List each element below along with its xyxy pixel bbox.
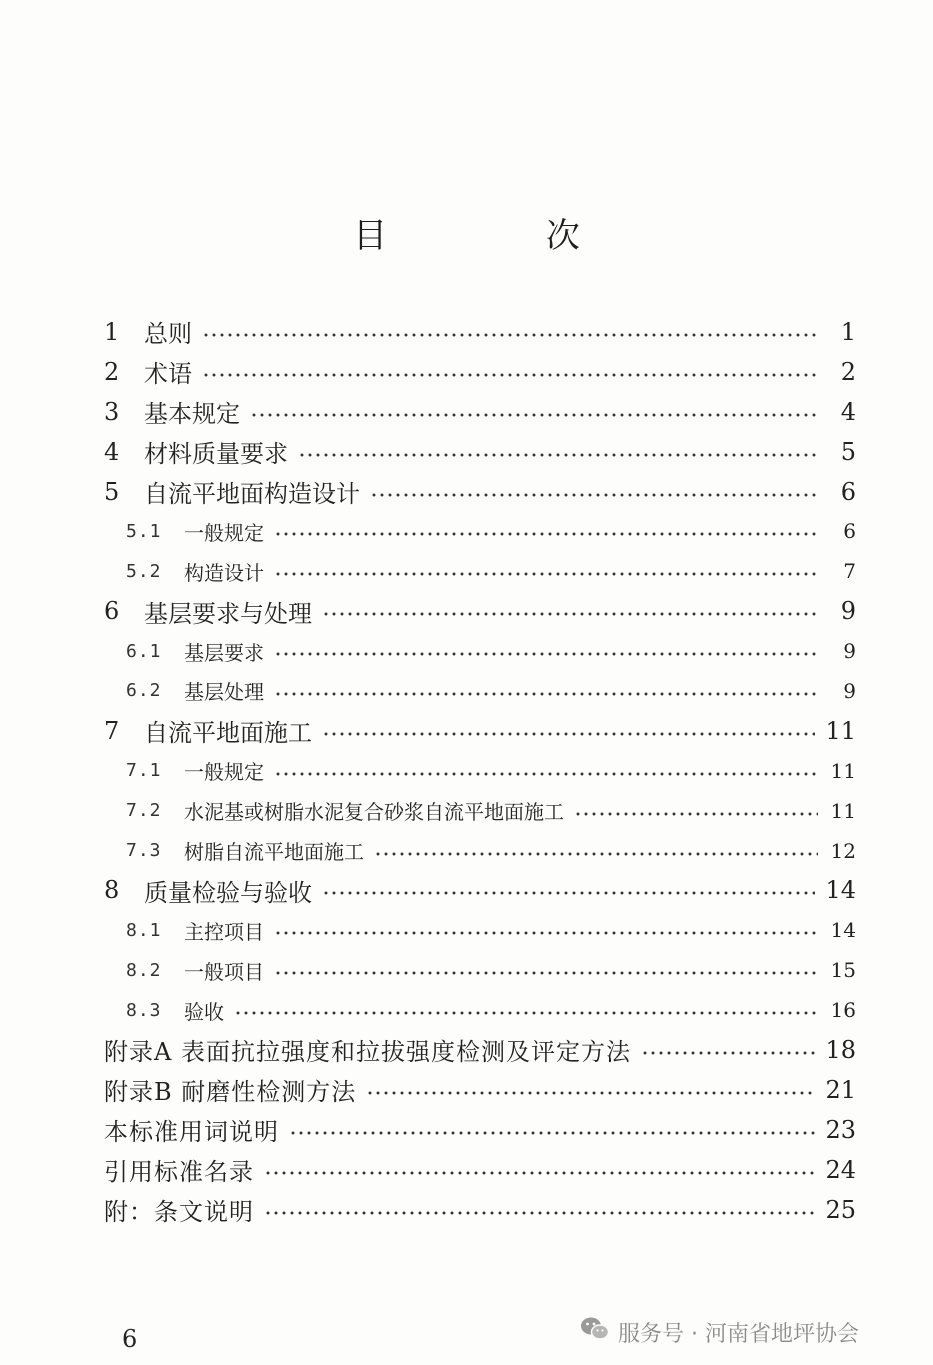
toc-entry-number: 3 [104,397,120,426]
dot-leader [374,852,818,856]
toc-entry-label: 构造设计 [184,560,264,585]
toc-entry-number: 7 [104,716,120,745]
toc-entry-label: 质量检验与验收 [144,878,312,907]
toc-entry-page: 6 [843,519,856,544]
dot-leader [264,1211,815,1215]
toc-entry[interactable] [104,511,856,551]
toc-entry[interactable] [104,312,856,352]
toc-entry-label: 一般规定 [184,520,264,545]
page-title: 目 次 [353,216,654,256]
toc-entry-page: 4 [840,397,856,426]
toc-entry-number: 7.2 [126,800,162,822]
toc-entry-label: 材料质量要求 [144,440,288,469]
toc-entry-label: 水泥基或树脂水泥复合砂浆自流平地面施工 [184,800,564,825]
toc-entry-page: 9 [843,639,856,664]
toc-entry[interactable] [104,1150,856,1190]
dot-leader [274,572,818,576]
toc-entry[interactable] [104,950,856,990]
toc-entry-number: 8.1 [126,919,162,941]
toc-entry-number: 1 [104,317,120,346]
toc-entry[interactable] [104,551,856,591]
toc-entry-label: 附：条文说明 [104,1198,254,1227]
dot-leader [370,493,818,497]
dot-leader [641,1051,815,1055]
toc-entry[interactable] [104,751,856,791]
toc-entry-label: 总则 [144,320,192,349]
toc-entry[interactable] [104,791,856,831]
dot-leader [322,612,818,616]
toc-entry-label: 一般项目 [184,959,264,984]
toc-entry-page: 9 [843,678,856,703]
toc-entry-label: 基层处理 [184,680,264,705]
toc-entry-label: 验收 [184,999,224,1024]
dot-leader [274,652,818,656]
toc-entry-page: 14 [825,876,856,905]
toc-entry[interactable] [104,1190,856,1230]
toc-entry-page: 11 [830,798,856,823]
toc-entry-label: 附录A 表面抗拉强度和拉拔强度检测及评定方法 [104,1038,631,1067]
toc-entry-number: 5.2 [126,560,162,582]
toc-entry-number: 6.2 [126,680,162,702]
toc-entry-label: 树脂自流平地面施工 [184,840,364,865]
toc-entry-page: 23 [825,1115,856,1144]
toc-entry-label: 附录B 耐磨性检测方法 [104,1078,357,1107]
toc-entry[interactable] [104,711,856,751]
toc-entry-label: 基层要求 [184,640,264,665]
toc-entry-page: 7 [843,559,856,584]
toc-entry-label: 引用标准名录 [104,1158,254,1187]
toc-entry-number: 5 [104,477,120,506]
dot-leader [274,931,818,935]
toc-entry-label: 基本规定 [144,400,240,429]
toc-entry[interactable] [104,631,856,671]
dot-leader [322,891,815,895]
dot-leader [202,333,818,337]
toc-entry-page: 24 [825,1155,856,1184]
toc-entry[interactable] [104,870,856,910]
watermark-text: 服务号 · 河南省地坪协会 [618,1321,859,1347]
toc-entry-page: 25 [825,1195,856,1224]
toc-entry-number: 6 [104,597,120,626]
toc-entry-page: 6 [840,477,856,506]
toc-entry-label: 术语 [144,360,192,389]
toc-entry[interactable] [104,352,856,392]
toc-entry-number: 2 [104,357,120,386]
toc-entry[interactable] [104,591,856,631]
dot-leader [274,692,818,696]
toc-entry-page: 11 [830,758,856,783]
toc-entry[interactable] [104,1110,856,1150]
toc-entry-number: 7.1 [126,760,162,782]
toc-entry[interactable] [104,671,856,711]
toc-entry[interactable] [104,1030,856,1070]
toc-entry-label: 主控项目 [184,919,264,944]
toc-entry-page: 21 [825,1075,856,1104]
toc-entry-label: 自流平地面构造设计 [144,480,360,508]
toc-entry-page: 11 [825,716,856,745]
toc-entry-page: 2 [840,357,856,386]
toc-entry-number: 6.1 [126,640,162,662]
toc-entry-label: 基层要求与处理 [144,599,312,628]
dot-leader [274,772,818,776]
toc-entry-page: 5 [840,437,856,466]
dot-leader [322,732,815,736]
toc-entry[interactable] [104,1070,856,1110]
table-of-contents [104,312,856,1229]
dot-leader [574,812,818,816]
dot-leader [366,1091,815,1095]
page-number: 6 [122,1325,138,1353]
toc-entry-label: 自流平地面施工 [144,719,312,748]
dot-leader [274,971,818,975]
toc-entry-label: 一般规定 [184,760,264,785]
toc-entry-number: 5.1 [126,520,162,542]
toc-entry-number: 8.3 [126,999,162,1021]
toc-entry-page: 12 [830,838,856,863]
dot-leader [202,373,818,377]
dot-leader [234,1011,818,1015]
toc-entry-number: 8.2 [126,959,162,981]
watermark [580,1316,859,1348]
toc-entry-number: 4 [104,437,120,466]
toc-entry-page: 14 [830,918,856,943]
wechat-icon [580,1316,610,1348]
dot-leader [264,1171,815,1175]
toc-entry[interactable] [104,392,856,432]
toc-entry[interactable] [104,990,856,1030]
toc-entry-number: 8 [104,876,120,905]
toc-entry[interactable] [104,910,856,950]
toc-entry[interactable] [104,432,856,472]
dot-leader [250,413,818,417]
toc-entry[interactable] [104,831,856,871]
toc-entry-page: 15 [830,958,856,983]
toc-entry-page: 1 [840,317,856,346]
dot-leader [289,1131,815,1135]
toc-entry-page: 9 [840,597,856,626]
dot-leader [274,532,818,536]
toc-entry-label: 本标准用词说明 [104,1118,279,1147]
toc-entry[interactable] [104,472,856,512]
toc-entry-number: 7.3 [126,840,162,862]
toc-entry-page: 18 [825,1035,856,1064]
toc-entry-page: 16 [830,998,856,1023]
dot-leader [298,453,818,457]
